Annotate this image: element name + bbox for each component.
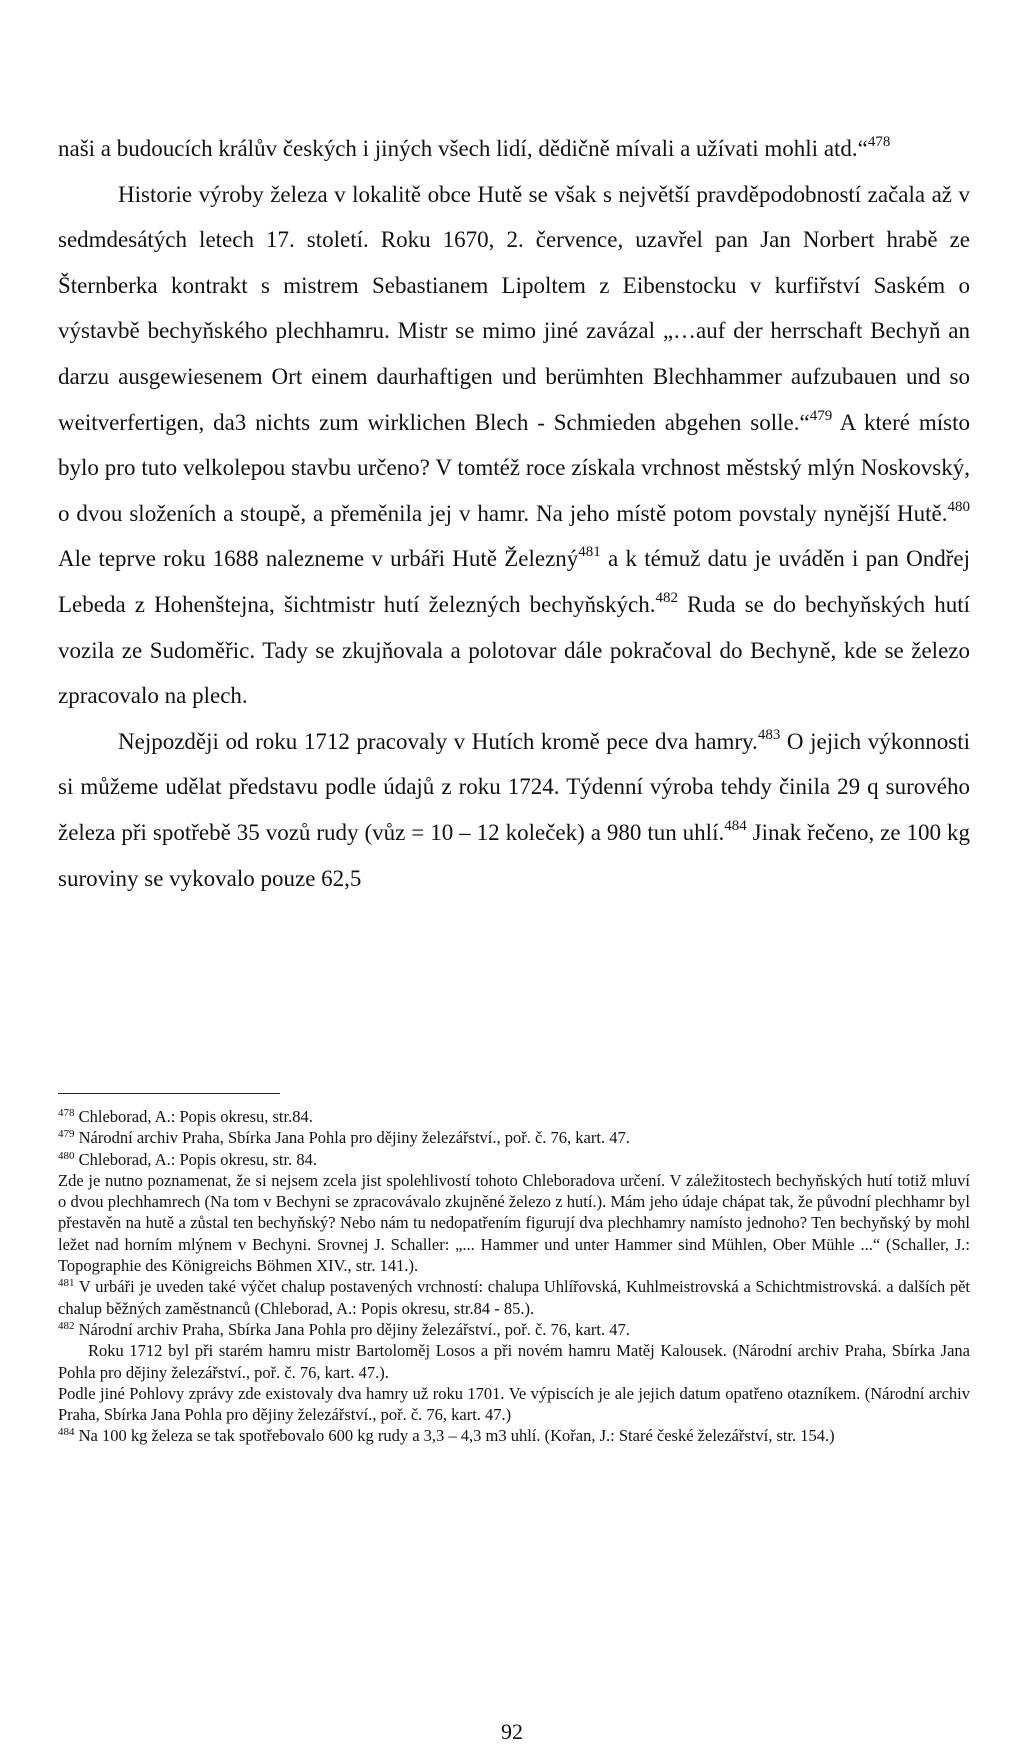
text-run: V urbáři je uveden také výčet chalup postavených vrchností: chalupa Uhlířovská, Kuhlmeistrovská a Schichtmistrovská. a dalších pět chalup běžných zaměstnanců (Chleborad, A.: Popis okresu, str.84 - 85.). — [58, 1277, 970, 1318]
footnote-reference: 478 — [867, 134, 891, 150]
text-run: Jinak řečeno, ze 100 kg suroviny se vykovalo pouze 62,5 — [58, 819, 970, 891]
footnote — [58, 1127, 970, 1148]
footnote-reference: 481 — [58, 1277, 75, 1290]
text-run: a k témuž datu je uváděn i pan Ondřej Lebeda z Hohenštejna, šichtmistr hutí železných bechyňských. — [58, 546, 970, 617]
text-run: Podle jiné Pohlovy zprávy zde existovaly dva hamry už roku 1701. Ve výpiscích je ale jejich datum opatřeno otazníkem. (Národní archiv Praha, Sbírka Jana Pohla pro dějiny železářství., poř. č. 76, kart. 47.) — [58, 1383, 970, 1425]
text-run: Historie výroby železa v lokalitě obce Hutě se však s největší pravděpodobností začala až v sedmdesátých letech 17. století. Roku 1670, 2. července, uzavřel pan Jan Norbert hrabě ze Šternberka kontrakt s mistrem Sebastianem Lipoltem z Eibenstocku v kurfiřství Saském o výstavbě bechyňského plechhamru. Mistr se mimo jiné zavázal „…auf der herrschaft Bechyň an darzu ausgewiesenem Ort einem daurhaftigen und berümhten Blechhammer aufzubauen und so weitverfertigen, da3 nichts zum wirklichen Blech - Schmieden abgehen solle.“ — [58, 181, 970, 435]
footnote-reference: 484 — [724, 817, 747, 834]
footnote-reference: 480 — [58, 1149, 75, 1162]
paragraph — [58, 172, 970, 719]
footnote-reference: 479 — [58, 1128, 75, 1141]
text-run: Roku 1712 byl při starém hamru mistr Bartoloměj Losos a při novém hamru Matěj Kalousek. (Národní archiv Praha, Sbírka Jana Pohla pro dějiny železářství., poř. č. 76, kart. 47.). — [58, 1341, 970, 1382]
text-run: Nejpozději od roku 1712 pracovaly v Hutích kromě pece dva hamry. — [118, 728, 758, 754]
footnote — [58, 1170, 970, 1276]
paragraph — [58, 719, 970, 901]
footnotes — [58, 1106, 970, 1447]
footnote-reference: 479 — [809, 407, 833, 424]
footnote-reference: 482 — [655, 589, 678, 606]
footnote-reference: 483 — [757, 726, 781, 743]
main-text — [58, 126, 970, 901]
footnote — [58, 1383, 970, 1426]
text-run: Na 100 kg železa se tak spotřebovalo 600 kg rudy a 3,3 – 4,3 m3 uhlí. (Kořan, J.: Staré české železářství, str. 154.) — [74, 1426, 835, 1446]
footnote-reference: 481 — [578, 544, 601, 561]
text-run: Národní archiv Praha, Sbírka Jana Pohla pro dějiny železářství., poř. č. 76, kart. 47. — [74, 1128, 630, 1148]
footnote-reference: 478 — [58, 1107, 75, 1119]
footnote-reference: 480 — [947, 498, 970, 515]
footnote — [58, 1340, 970, 1383]
footnote — [58, 1276, 970, 1319]
page-number: 92 — [501, 1719, 523, 1744]
footnote-reference: 484 — [58, 1426, 75, 1439]
footnote — [58, 1425, 970, 1446]
footnote — [58, 1106, 970, 1127]
footnote — [58, 1149, 970, 1170]
text-run: Zde je nutno poznamenat, že si nejsem zcela jist spolehlivostí tohoto Chleboradova určení. V záležitostech bechyňských hutí totiž mluví o dvou plechhamrech (Na tom v Bechyni se zpracovávalo zkujněné železo z hutí.). Mám jeho údaje chápat tak, že původní plechhamr byl přestavěn na hutě a zůstal ten bechyňský? Nebo nám tu nedopatřením figurují dva plechhamry namísto jednoho? Ten bechyňský by mohl ležet nad horním mlýnem v Bechyni. Srovnej J. Schaller: „... Hammer und unter Hammer sind Mühlen, Ober Mühle ...“ (Schaller, J.: Topographie des Königreichs Böhmen XIV., str. 141.). — [58, 1170, 970, 1276]
footnote — [58, 1319, 970, 1340]
footnote-reference: 482 — [58, 1319, 75, 1332]
text-run: Národní archiv Praha, Sbírka Jana Pohla pro dějiny železářství., poř. č. 76, kart. 47. — [74, 1319, 630, 1339]
text-run: Ruda se do bechyňských hutí vozila ze Sudoměřic. Tady se zkujňovala a polotovar dále pokračoval do Bechyně, kde se železo zpracovalo na plech. — [58, 591, 971, 709]
text-run: Chleborad, A.: Popis okresu, str.84. — [74, 1107, 313, 1126]
text-run: naši a budoucích králův českých i jiných všech lidí, dědičně mívali a užívati mohli atd.“ — [58, 136, 868, 161]
text-run: Ale teprve roku 1688 nalezneme v urbáři Hutě Železný — [58, 546, 579, 572]
footnote-separator — [58, 1093, 280, 1094]
text-run: A které místo bylo pro tuto velkolepou stavbu určeno? V tomtéž roce získala vrchnost městský mlýn Noskovský, o dvou složeních a stoupě, a přeměnila jej v hamr. Na jeho místě potom povstaly nynější Hutě. — [58, 409, 970, 526]
paragraph — [58, 126, 970, 172]
text-run: O jejich výkonnosti si můžeme udělat představu podle údajů z roku 1724. Týdenní výroba tehdy činila 29 q surového železa při spotřebě 35 vozů rudy (vůz = 10 – 12 koleček) a 980 tun uhlí. — [58, 728, 970, 845]
text-run: Chleborad, A.: Popis okresu, str. 84. — [74, 1149, 317, 1169]
